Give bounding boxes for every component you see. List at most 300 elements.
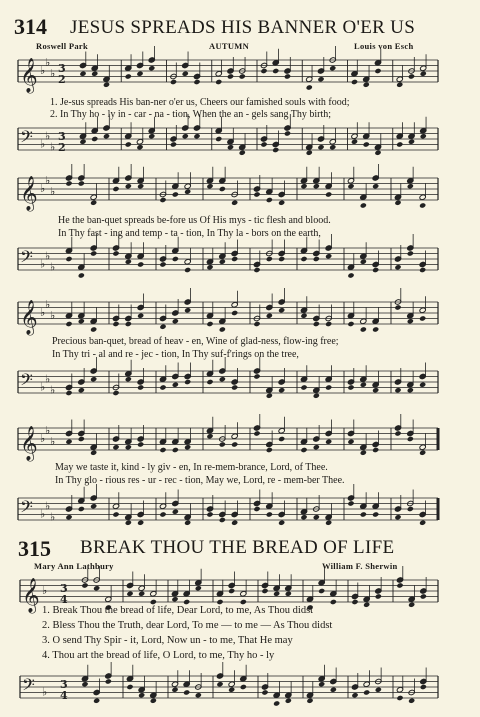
note-head: [219, 186, 226, 192]
note-head: [216, 681, 223, 687]
flat-icon: ♭: [50, 260, 56, 274]
note-head: [394, 430, 401, 436]
note-head: [206, 511, 213, 517]
note-head: [408, 602, 415, 608]
note-head: [360, 326, 367, 332]
bass-clef-icon: 𝄢: [20, 496, 33, 521]
note-head: [374, 150, 381, 156]
note-head: [300, 183, 307, 189]
lyric-line-verse-3: 3. O send Thy Spir - it, Lord, Now un - to me, That He may: [42, 635, 293, 646]
flat-icon: ♭: [50, 308, 56, 322]
note-head: [284, 130, 291, 136]
flat-icon: ♭: [45, 55, 51, 69]
note-head: [125, 321, 132, 327]
note-head: [184, 444, 191, 450]
note-head: [90, 200, 97, 206]
note-head: [419, 315, 426, 321]
note-head: [284, 73, 291, 79]
flat-icon: ♭: [40, 182, 46, 195]
note-head: [351, 692, 358, 698]
note-head: [159, 197, 166, 203]
note-head: [313, 256, 320, 262]
note-head: [300, 384, 307, 390]
note-head: [93, 585, 100, 591]
lyric-line-verse-1: He the ban-quet spreads be-fore us Of His mys - tic flesh and blood.: [58, 215, 331, 226]
note-head: [347, 384, 354, 390]
note-head: [78, 506, 85, 512]
note-head: [285, 698, 292, 704]
note-head: [182, 133, 189, 139]
note-head: [300, 313, 307, 319]
note-head: [65, 390, 72, 396]
note-head: [372, 183, 379, 189]
note-head: [419, 202, 426, 208]
note-head: [278, 307, 285, 313]
note-head: [266, 197, 273, 203]
bass-staff: [0, 242, 480, 282]
lyric-line-verse-2: In Thy fast - ing and temp - ta - tion, In Thy la - bors on the earth,: [58, 228, 321, 239]
flat-icon: ♭: [42, 685, 48, 699]
note-head: [396, 695, 403, 701]
note-head: [137, 313, 144, 319]
hymn-composer: William F. Sherwin: [322, 561, 398, 571]
flat-icon: ♭: [40, 306, 46, 319]
note-head: [351, 139, 358, 145]
note-head: [396, 582, 403, 588]
flat-icon: ♭: [50, 383, 56, 397]
note-head: [273, 700, 280, 706]
note-head: [407, 387, 414, 393]
note-head: [65, 439, 72, 445]
note-head: [206, 433, 213, 439]
note-head: [206, 321, 213, 327]
lyric-line-verse-2: In Thy glo - rious res - ur - rec - tion, May we, Lord, re - mem-ber Thee.: [55, 475, 345, 486]
flat-icon: ♭: [45, 297, 51, 311]
note-head: [313, 393, 320, 399]
note-head: [239, 150, 246, 156]
flat-icon: ♭: [45, 249, 51, 263]
treble-clef-icon: 𝄞: [20, 176, 38, 211]
note-head: [239, 73, 246, 79]
note-head: [90, 503, 97, 509]
note-head: [394, 387, 401, 393]
note-head: [419, 267, 426, 273]
note-head: [171, 596, 178, 602]
note-head: [372, 387, 379, 393]
note-head: [407, 506, 414, 512]
note-head: [65, 514, 72, 520]
note-head: [136, 144, 143, 150]
note-head: [215, 79, 222, 85]
note-head: [360, 259, 367, 265]
note-head: [266, 256, 273, 262]
note-head: [78, 318, 85, 324]
note-head: [125, 259, 132, 265]
note-head: [112, 186, 119, 192]
note-head: [420, 133, 427, 139]
note-head: [148, 65, 155, 71]
note-head: [363, 82, 370, 88]
bass-staff: [0, 670, 480, 710]
note-head: [171, 687, 178, 693]
note-head: [278, 200, 285, 206]
note-head: [65, 321, 72, 327]
note-head: [313, 444, 320, 450]
note-head: [329, 65, 336, 71]
note-head: [325, 253, 332, 259]
note-head: [396, 82, 403, 88]
note-head: [407, 250, 414, 256]
note-head: [138, 591, 145, 597]
note-head: [65, 256, 72, 262]
note-head: [138, 692, 145, 698]
bass-staff: [0, 365, 480, 405]
note-head: [79, 71, 86, 77]
note-head: [90, 250, 97, 256]
note-head: [363, 602, 370, 608]
time-signature: 3: [58, 62, 66, 75]
time-signature: 3: [58, 130, 66, 143]
note-head: [318, 588, 325, 594]
note-head: [372, 326, 379, 332]
note-head: [372, 267, 379, 273]
note-head: [325, 191, 332, 197]
note-head: [261, 689, 268, 695]
note-head: [419, 520, 426, 526]
note-head: [172, 256, 179, 262]
note-head: [278, 387, 285, 393]
note-head: [231, 384, 238, 390]
note-head: [112, 444, 119, 450]
note-head: [126, 591, 133, 597]
note-head: [360, 202, 367, 208]
note-head: [272, 68, 279, 74]
note-head: [136, 71, 143, 77]
note-head: [313, 183, 320, 189]
note-head: [159, 511, 166, 517]
note-head: [112, 321, 119, 327]
lyric-line-verse-1: May we taste it, kind - ly giv - en, In re-mem-brance, Lord, of Thee.: [55, 462, 328, 473]
bass-clef-icon: 𝄢: [22, 674, 35, 699]
flat-icon: ♭: [40, 507, 46, 521]
note-head: [372, 511, 379, 517]
note-head: [347, 272, 354, 278]
note-head: [363, 141, 370, 147]
note-head: [306, 150, 313, 156]
note-head: [408, 73, 415, 79]
note-head: [266, 313, 273, 319]
bass-staff: [0, 492, 480, 532]
note-head: [372, 447, 379, 453]
treble-staff: [0, 296, 480, 336]
note-head: [91, 136, 98, 142]
note-head: [125, 376, 132, 382]
bass-staff: [0, 122, 480, 162]
note-head: [394, 264, 401, 270]
note-head: [159, 324, 166, 330]
note-head: [103, 82, 110, 88]
note-head: [215, 136, 222, 142]
note-head: [170, 141, 177, 147]
time-signature: 4: [60, 689, 68, 702]
note-head: [394, 200, 401, 206]
note-head: [78, 387, 85, 393]
hymn-title: BREAK THOU THE BREAD OF LIFE: [80, 537, 395, 558]
note-head: [317, 144, 324, 150]
note-head: [306, 698, 313, 704]
note-head: [125, 141, 132, 147]
note-head: [420, 684, 427, 690]
treble-staff: [0, 172, 480, 212]
time-signature: 4: [60, 593, 68, 606]
note-head: [93, 698, 100, 704]
note-head: [408, 139, 415, 145]
note-head: [79, 139, 86, 145]
note-head: [260, 68, 267, 74]
flat-icon: ♭: [40, 432, 46, 445]
lyric-line-verse-1: Precious ban-quet, bread of heav - en, Wine of glad-ness, flow-ing free;: [52, 336, 339, 347]
note-head: [360, 450, 367, 456]
note-head: [219, 376, 226, 382]
note-head: [78, 272, 85, 278]
note-head: [228, 687, 235, 693]
note-head: [105, 678, 112, 684]
note-head: [227, 144, 234, 150]
flat-icon: ♭: [45, 129, 51, 143]
note-head: [300, 447, 307, 453]
note-head: [231, 441, 238, 447]
note-head: [231, 200, 238, 206]
lyric-line-verse-4: 4. Thou art the bread of life, O Lord, to me, Thy ho - ly: [42, 650, 275, 661]
time-signature: 2: [58, 73, 66, 86]
note-head: [285, 591, 292, 597]
flat-icon: ♭: [42, 584, 48, 597]
treble-clef-icon: 𝄞: [22, 578, 40, 613]
note-head: [360, 382, 367, 388]
note-head: [195, 585, 202, 591]
note-head: [206, 264, 213, 270]
treble-clef-icon: 𝄞: [20, 426, 38, 461]
note-head: [172, 382, 179, 388]
note-head: [347, 321, 354, 327]
note-head: [347, 183, 354, 189]
note-head: [137, 183, 144, 189]
note-head: [266, 393, 273, 399]
note-head: [363, 689, 370, 695]
note-head: [394, 304, 401, 310]
time-signature: 3: [60, 678, 68, 691]
note-head: [159, 261, 166, 267]
note-head: [407, 183, 414, 189]
note-head: [278, 520, 285, 526]
note-head: [172, 191, 179, 197]
note-head: [318, 681, 325, 687]
lyric-line-verse-2: In Thy tri - al and re - jec - tion, In Thy suf-f'rings on the tree,: [52, 349, 299, 360]
note-head: [272, 147, 279, 153]
note-head: [81, 681, 88, 687]
time-signature: 2: [58, 141, 66, 154]
flat-icon: ♭: [45, 372, 51, 386]
note-head: [184, 379, 191, 385]
note-head: [420, 71, 427, 77]
hymn-number: 315: [18, 536, 51, 561]
note-head: [317, 76, 324, 82]
note-head: [137, 261, 144, 267]
note-head: [396, 141, 403, 147]
note-head: [125, 183, 132, 189]
note-head: [125, 520, 132, 526]
note-head: [112, 250, 119, 256]
note-head: [266, 511, 273, 517]
note-head: [184, 189, 191, 195]
note-head: [253, 191, 260, 197]
note-head: [261, 588, 268, 594]
note-head: [112, 511, 119, 517]
note-head: [420, 593, 427, 599]
note-head: [313, 321, 320, 327]
note-head: [81, 582, 88, 588]
note-head: [170, 79, 177, 85]
note-head: [273, 591, 280, 597]
note-head: [394, 514, 401, 520]
note-head: [206, 183, 213, 189]
flat-icon: ♭: [40, 380, 46, 394]
note-head: [278, 436, 285, 442]
note-head: [408, 698, 415, 704]
note-head: [78, 180, 85, 186]
flat-icon: ♭: [45, 499, 51, 513]
note-head: [219, 259, 226, 265]
note-head: [172, 447, 179, 453]
note-head: [219, 326, 226, 332]
time-signature: 3: [60, 582, 68, 595]
note-head: [253, 321, 260, 327]
note-head: [90, 450, 97, 456]
note-head: [193, 79, 200, 85]
note-head: [325, 439, 332, 445]
hymn-number: 314: [14, 14, 47, 39]
note-head: [266, 447, 273, 453]
note-head: [125, 444, 132, 450]
flat-icon: ♭: [45, 423, 51, 437]
note-head: [91, 71, 98, 77]
lyric-line-verse-2: 2. In Thy ho - ly in - car - na - tion, When the an - gels sang Thy birth;: [50, 109, 332, 120]
flat-icon: ♭: [50, 510, 56, 524]
note-head: [330, 687, 337, 693]
note-head: [219, 441, 226, 447]
note-head: [182, 71, 189, 77]
note-head: [228, 588, 235, 594]
note-head: [125, 73, 132, 79]
note-head: [419, 450, 426, 456]
note-head: [159, 447, 166, 453]
note-head: [300, 514, 307, 520]
note-head: [351, 599, 358, 605]
note-head: [103, 133, 110, 139]
note-head: [351, 79, 358, 85]
hymn-tune-name: AUTUMN: [209, 41, 250, 51]
note-head: [260, 141, 267, 147]
note-head: [325, 520, 332, 526]
treble-staff: [0, 54, 480, 94]
note-head: [206, 379, 213, 385]
note-head: [253, 373, 260, 379]
note-head: [219, 517, 226, 523]
note-head: [325, 384, 332, 390]
note-head: [231, 256, 238, 262]
lyric-line-verse-1: 1. Je-sus spreads His ban-ner o'er us, Cheers our famished souls with food;: [50, 97, 350, 108]
note-head: [253, 506, 260, 512]
flat-icon: ♭: [40, 64, 46, 77]
flat-icon: ♭: [50, 184, 56, 198]
note-head: [347, 439, 354, 445]
note-head: [278, 256, 285, 262]
treble-clef-icon: 𝄞: [20, 300, 38, 335]
lyric-line-verse-1: 1. Break Thou the bread of life, Dear Lord, to me, As Thou didst: [42, 605, 314, 616]
note-head: [112, 390, 119, 396]
bass-clef-icon: 𝄢: [20, 246, 33, 271]
hymn-title: JESUS SPREADS HIS BANNER O'ER US: [70, 17, 416, 38]
note-head: [375, 593, 382, 599]
flat-icon: ♭: [40, 257, 46, 271]
note-head: [184, 307, 191, 313]
bass-clef-icon: 𝄢: [20, 369, 33, 394]
flat-icon: ♭: [40, 137, 46, 151]
note-head: [374, 68, 381, 74]
note-head: [300, 256, 307, 262]
treble-clef-icon: 𝄞: [20, 58, 38, 93]
note-head: [253, 430, 260, 436]
note-head: [172, 318, 179, 324]
hymn-author: Roswell Park: [36, 41, 88, 51]
note-head: [184, 520, 191, 526]
note-head: [407, 318, 414, 324]
note-head: [375, 687, 382, 693]
note-head: [419, 382, 426, 388]
flat-icon: ♭: [50, 66, 56, 80]
hymn-composer: Louis von Esch: [354, 41, 414, 51]
lyric-line-verse-2: 2. Bless Thou the Truth, dear Lord, To me — to me — As Thou didst: [42, 620, 333, 631]
note-head: [231, 520, 238, 526]
note-head: [360, 511, 367, 517]
note-head: [313, 514, 320, 520]
note-head: [184, 267, 191, 273]
note-head: [183, 689, 190, 695]
note-head: [240, 684, 247, 690]
note-head: [78, 436, 85, 442]
flat-icon: ♭: [50, 140, 56, 154]
note-head: [150, 698, 157, 704]
note-head: [137, 520, 144, 526]
note-head: [137, 384, 144, 390]
note-head: [329, 144, 336, 150]
note-head: [253, 267, 260, 273]
note-head: [325, 321, 332, 327]
flat-icon: ♭: [50, 434, 56, 448]
note-head: [137, 441, 144, 447]
note-head: [148, 133, 155, 139]
note-head: [172, 509, 179, 515]
note-head: [65, 180, 72, 186]
bass-clef-icon: 𝄢: [20, 126, 33, 151]
note-head: [227, 73, 234, 79]
note-head: [90, 326, 97, 332]
note-head: [347, 500, 354, 506]
note-head: [193, 133, 200, 139]
note-head: [159, 384, 166, 390]
hymn-author: Mary Ann Lathbury: [34, 561, 114, 571]
note-head: [90, 376, 97, 382]
